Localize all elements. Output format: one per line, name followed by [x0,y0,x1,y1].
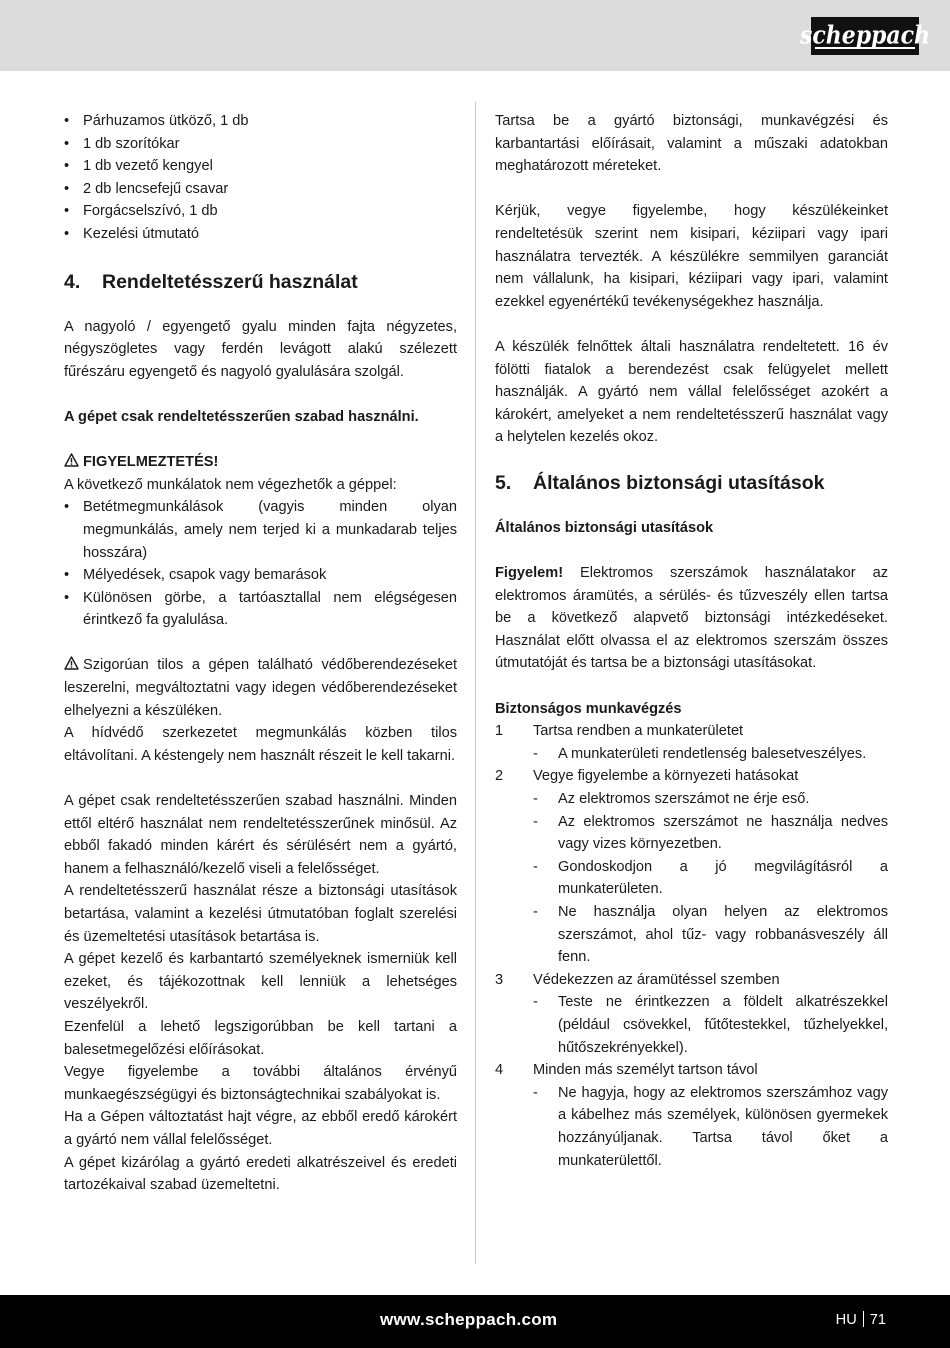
sub-item: - Ne használja olyan helyen az elektromos szerszámot, ahol tűz- vagy robbanásveszély áll fenn. [533,904,888,966]
numbered-item [495,765,888,788]
intro-paragraph: A nagyoló / egyengető gyalu minden fajta négyzetes, négyszögletes vagy ferdén levágott alakú szélezett fűrészáru egyengető és nagyoló gyalulására szolgál. [64,318,457,380]
page-indicator [836,1309,886,1331]
attention-text: Elektromos szerszámok használatakor az elektromos áramütés, a sérülés- és tűzveszély ellen tartsa be a következő alapvető biztonsági intézkedéseket. Használat előtt olvassa el az elektromos szerszám összes útmutatóját és tartsa be a biztonsági utasításokat. [495,565,888,672]
brand-logo [799,17,931,55]
sub-item: - A munkaterületi rendetlenség balesetveszélyes. [533,745,867,762]
numbered-item [495,969,888,992]
item-text: Tartsa rendben a munkaterületet [533,723,744,740]
section-title: Rendeltetésszerű használat [102,270,358,293]
list-item: • Betétmegmunkálások (vagyis minden olyan megmunkálás, amely nem terjed ki a munkadarab teljes hosszára) [64,496,457,564]
sub-item: - Az elektromos szerszámot ne érje eső. [533,791,810,808]
sub-item: - Ne hagyja, hogy az elektromos szerszámhoz vagy a kábelhez más személyek, különösen gyermekek hozzányúljanak. Tartsa távol őket a munkaterülettől. [533,1084,888,1169]
sub-item: - Gondoskodjon a jó megvilágításról a munkaterületen. [533,858,888,898]
numbered-item [495,720,888,743]
right-column [495,110,888,1172]
parts-list [64,110,457,246]
paragraph: Kérjük, vegye figyelembe, hogy készülékeinket rendeltetésük szerint nem kisipari, kéziipari vagy ipari használatra tervezték. A készülékre semmilyen garanciát nem vállalunk, ha kisipari, kéziipari vagy ipari, valamint ezekkel egyenértékű tevékenységekhez használja. [495,203,888,310]
list-item: • Forgácselszívó, 1 db [64,200,457,223]
warning-triangle-icon [64,656,79,670]
item-number: 2 [495,768,504,785]
footer-band [0,1295,950,1348]
section-number: 5. [495,471,512,494]
list-item: • 1 db vezető kengyel [64,155,457,178]
list-item: • Mélyedések, csapok vagy bemarások [64,564,457,587]
attention-paragraph [495,562,888,675]
sub-item-text: Ne használja olyan helyen az elektromos szerszámot, ahol tűz- vagy robbanásveszély áll fenn. [558,904,888,966]
column-divider [475,102,476,1264]
language-code: HU [835,1312,857,1328]
usage-paragraph: Vegye figyelembe a további általános érvényű munkaegészségügyi és biztonságtechnikai szabályokat is. [64,1064,457,1103]
work-safety-heading: Biztonságos munkavégzés [495,700,682,717]
section-4-heading [64,268,457,296]
subheading: Általános biztonsági utasítások [495,519,714,536]
header-band [0,0,950,71]
list-item: • Kezelési útmutató [64,223,457,246]
left-column [64,110,457,1197]
sub-item: - Teste ne érintkezzen a földelt alkatrészekkel (például csövekkel, fűtőtestekkel, tűzhelyekkel, hűtőszekrényekkel). [533,994,888,1056]
sub-item-text: Ne hagyja, hogy az elektromos szerszámhoz vagy a kábelhez más személyek, különösen gyermekek hozzányúljanak. Tartsa távol őket a munkaterülettől. [558,1084,888,1169]
sub-item: - Az elektromos szerszámot ne használja nedves vagy vizes környezetben. [533,813,888,853]
safety-text: Szigorúan tilos a gépen található védőberendezéseket leszerelni, megváltoztatni vagy idegen védőberendezéseket elhelyezni a készüléken. [64,657,457,719]
usage-paragraph: Ezenfelül a lehető legszigorúbban be kell tartani a balesetmegelőzési előírásokat. [64,1018,457,1058]
warning-heading [64,451,457,474]
paragraph: A készülék felnőttek általi használatra rendeltetett. 16 év fölötti fiatalok a berendezést csak felügyelet mellett használják. A gyártó nem vállal felelősséget azokért a károkért, amelyeket a nem rendeltetésszerű használat vagy a helytelen kezelés okoz. [495,338,888,446]
sub-item-text: Teste ne érintkezzen a földelt alkatrészekkel (például csövekkel, fűtőtestekkel, tűzhelyekkel, hűtőszekrényekkel). [558,994,888,1056]
website-link[interactable]: www.scheppach.com [380,1310,558,1329]
logo-text: scheppach [799,19,931,50]
attention-label: Figyelem! [495,565,564,582]
usage-paragraph: Ha a Gépen változtatást hajt végre, az ebből eredő károkért a gyártó nem vállal felelősséget. [64,1109,457,1148]
usage-paragraph: A gépet kezelő és karbantartó személyeknek ismerniük kell ezeket, és tájékozottnak kell lenniük a lehetséges veszélyekről. [64,951,457,1013]
usage-paragraph: A gépet kizárólag a gyártó eredeti alkatrészeivel és eredeti tartozékaival szabad üzemeltetni. [64,1154,457,1194]
guard-paragraph: A hídvédő szerkezetet megmunkálás közben tilos eltávolítani. A késtengely nem használt részeit le kell takarni. [64,725,457,764]
section-title: Általános biztonsági utasítások [533,471,825,494]
usage-paragraph: A rendeltetésszerű használat része a biztonsági utasítások betartása, valamint a kezelési útmutatóban foglalt szerelési és üzemeltetési utasítások betartása is. [64,883,457,945]
safety-paragraph [64,654,457,722]
warning-lead: A következő munkálatok nem végezhetők a géppel: [64,476,397,493]
sub-item-text: Gondoskodjon a jó megvilágításról a munkaterületen. [558,858,888,898]
section-5-heading [495,469,888,497]
numbered-item [495,1059,888,1082]
item-text: Minden más személyt tartson távol [533,1062,758,1079]
usage-paragraph: A gépet csak rendeltetésszerűen szabad használni. Minden ettől eltérő használat nem rendeltetésszerűnek minősül. Az ebből fakadó minden kárért és sérülésért nem a gyártó, hanem a felhasználó/kezelő viseli a felelősséget. [64,793,457,877]
item-number: 4 [495,1062,504,1079]
warning-triangle-icon [64,453,79,467]
sub-item-text: Az elektromos szerszámot ne használja nedves vagy vizes környezetben. [558,813,888,853]
list-item: • 2 db lencsefejű csavar [64,178,457,201]
separator [863,1311,864,1327]
list-item: • 1 db szorítókar [64,133,457,156]
sub-item-text: Az elektromos szerszámot ne érje eső. [558,791,810,808]
intended-use-note: A gépet csak rendeltetésszerűen szabad használni. [64,408,419,425]
list-item: • Párhuzamos ütköző, 1 db [64,110,457,133]
warning-title: FIGYELMEZTETÉS! [83,454,219,471]
logo-mark [799,17,931,55]
paragraph: Tartsa be a gyártó biztonsági, munkavégzési és karbantartási előírásait, valamint a műszaki adatokban meghatározott méreteket. [495,113,888,175]
prohibited-list [64,496,457,632]
page-number: 71 [869,1312,886,1328]
section-number: 4. [64,270,81,293]
item-number: 1 [495,723,504,740]
item-text: Védekezzen az áramütéssel szemben [533,971,780,988]
item-number: 3 [495,971,504,988]
list-item: • Különösen görbe, a tartóasztallal nem elégségesen érintkező fa gyalulása. [64,587,457,632]
sub-item-text: A munkaterületi rendetlenség balesetveszélyes. [558,745,867,762]
item-text: Vegye figyelembe a környezeti hatásokat [533,768,799,785]
